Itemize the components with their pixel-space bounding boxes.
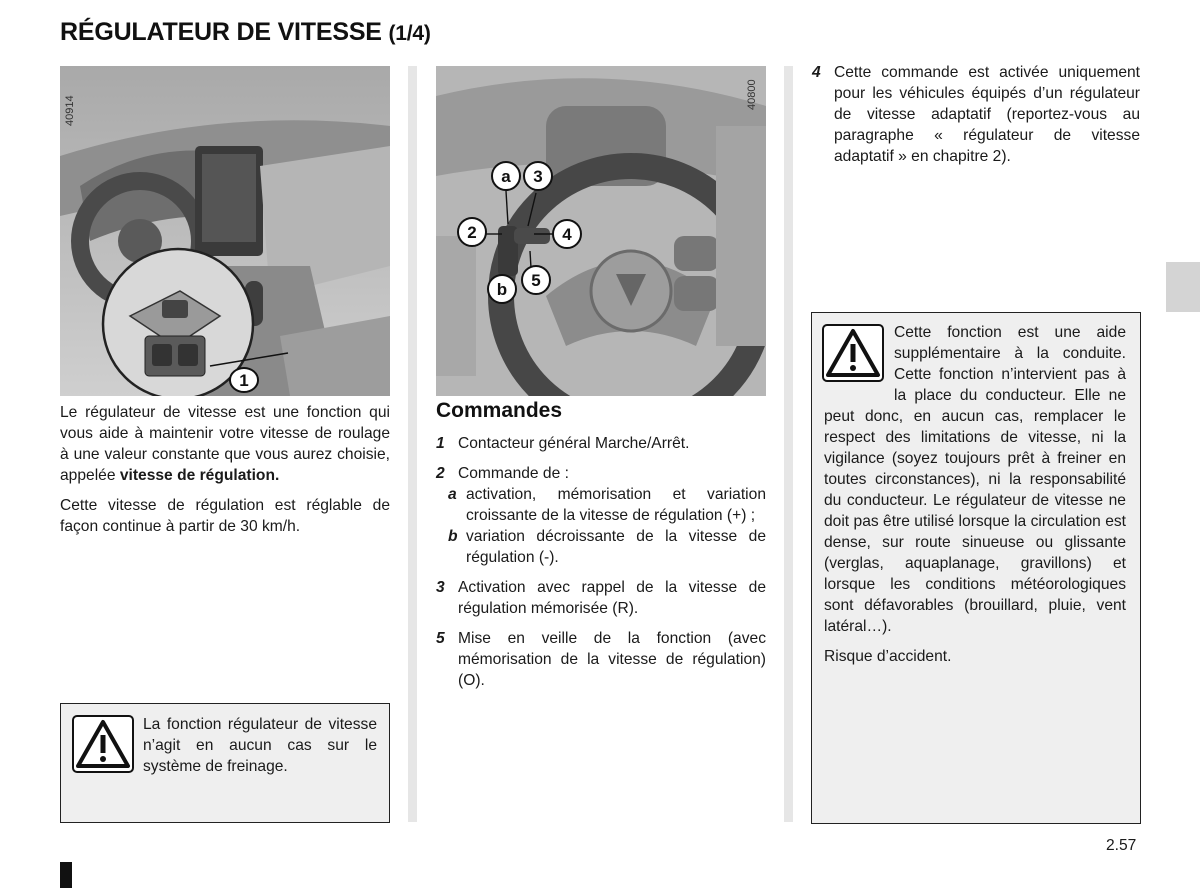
callout-5: 5: [531, 271, 541, 290]
command-item-3-num: 3: [436, 579, 445, 596]
wheel-image-ref: 40800: [746, 79, 758, 110]
command-item-3: [436, 577, 766, 619]
callout-b: b: [496, 280, 508, 299]
commands-section: [436, 400, 766, 700]
dashboard-illustration: [60, 66, 390, 396]
command-item-1-num: 1: [436, 435, 445, 452]
dashboard-image-ref: 40914: [64, 95, 76, 126]
warning-triangle-icon: [72, 715, 134, 773]
command-subitem-b-text: variation décroissante de la vitesse de régulation (-).: [466, 528, 766, 566]
command-subitem-a: [436, 484, 766, 526]
command-item-5-text: Mise en veille de la fonction (avec mémorisation de la vitesse de régulation) (O).: [458, 630, 766, 689]
speed-range-paragraph: Cette vitesse de régulation est réglable de façon continue à partir de 30 km/h.: [60, 497, 390, 535]
title-main: RÉGULATEUR DE VITESSE: [60, 18, 382, 46]
command-4-section: [812, 62, 1140, 176]
callout-a: a: [501, 167, 511, 186]
callout-3: 3: [533, 167, 543, 186]
command-item-5: [436, 628, 766, 691]
column-divider-left: [408, 66, 417, 822]
callout-3-group: [524, 162, 552, 190]
page-edge-mark: [60, 862, 72, 888]
title-suffix: (1/4): [388, 22, 431, 45]
brake-warning-text: La fonction régulateur de vitesse n’agit en aucun cas sur le système de freinage.: [143, 716, 377, 775]
driver-warning-text: Cette fonction est une aide supplémentaire à la conduite. Cette fonction n’intervient pas à la place du conducteur. Elle ne peut donc, en aucun cas, remplacer le respect des limitations de vitesse, ni la vigilance (soyez toujours prêt à freiner en toutes circonstances), ni la responsabilité du conducteur. Le régulateur de vitesse ne doit pas être utilisé lorsque la circulation est dense, sur route sinueuse ou glissante (verglas, aquaplanage, gravillons) et lorsque les conditions météorologiques sont défavorables (brouillard, pluie, vent latéral…).: [824, 324, 1126, 635]
callout-4-group: [553, 220, 581, 248]
column-divider-right: [784, 66, 793, 822]
intro-paragraph: [60, 402, 390, 486]
steering-wheel-illustration: [436, 66, 766, 396]
callout-b-group: [488, 275, 516, 303]
commands-heading: Commandes: [436, 399, 563, 422]
callout-a-group: [492, 162, 520, 190]
accident-risk-text: Risque d’accident.: [824, 648, 952, 665]
intro-paragraph-bold: vitesse de régulation.: [119, 467, 280, 484]
command-subitem-b-letter: b: [448, 528, 458, 545]
command-subitem-a-letter: a: [448, 486, 457, 503]
command-item-2-num: 2: [436, 465, 445, 482]
driver-warning-text-wrap: [824, 322, 1126, 676]
intro-paragraph-text: Le régulateur de vitesse est une fonction qui vous aide à maintenir votre vitesse de roulage à une valeur constante que vous aurez choisie, appelée: [60, 404, 390, 484]
command-item-5-num: 5: [436, 630, 445, 647]
callout-2: 2: [467, 223, 477, 242]
icon-float-spacer: [824, 322, 894, 386]
command-item-4-text: Cette commande est activée uniquement pour les véhicules équipés d’un régulateur de vitesse adaptatif (reportez-vous au paragraphe « régulateur de vitesse adaptatif » en chapitre 2).: [834, 64, 1140, 165]
command-item-2-text: Commande de :: [458, 465, 569, 482]
callout-4: 4: [562, 225, 572, 244]
page-title: [60, 18, 431, 47]
command-item-4-num: 4: [812, 64, 821, 81]
command-item-1: [436, 433, 766, 454]
driver-responsibility-warning-box: [811, 312, 1141, 824]
callout-1: 1: [239, 371, 249, 390]
callout-5-group: [522, 266, 550, 294]
page-number: 2.57: [1106, 837, 1137, 854]
chapter-thumb-tab: [1166, 262, 1200, 312]
command-item-4: [812, 62, 1140, 167]
command-item-1-text: Contacteur général Marche/Arrêt.: [458, 435, 690, 452]
brake-warning-box: [60, 703, 390, 823]
command-item-3-text: Activation avec rappel de la vitesse de régulation mémorisée (R).: [458, 579, 766, 617]
intro-text: [60, 402, 390, 546]
command-subitem-b: [436, 526, 766, 568]
command-item-2: [436, 463, 766, 484]
command-subitem-a-text: activation, mémorisation et variation croissante de la vitesse de régulation (+) ;: [466, 486, 766, 524]
callout-2-group: [458, 218, 486, 246]
